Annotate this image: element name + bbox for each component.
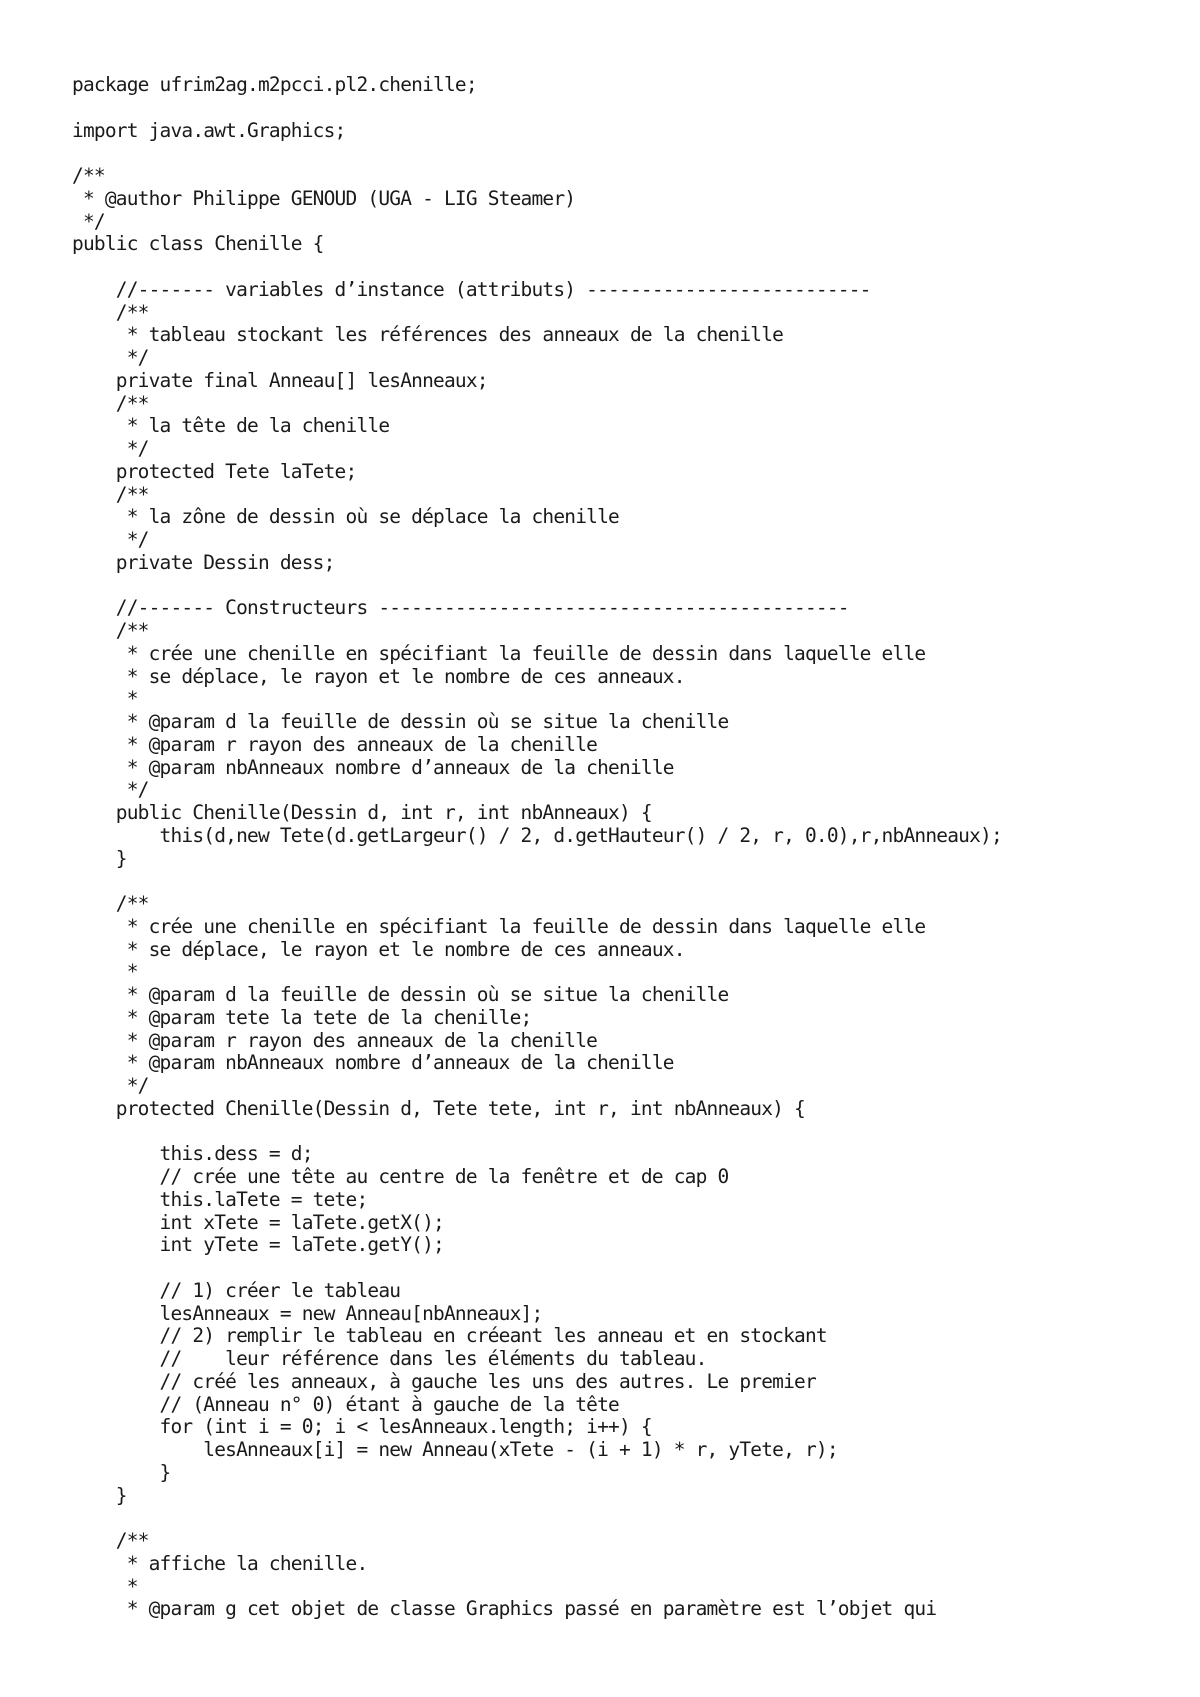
- code-line: /**: [72, 1529, 149, 1552]
- code-line: * affiche la chenille.: [72, 1551, 368, 1575]
- code-line: public class Chenille {: [72, 232, 324, 256]
- code-line: /**: [72, 391, 149, 415]
- code-line: *: [72, 1574, 138, 1598]
- code-line: protected Chenille(Dessin d, Tete tete, int r, int nbAnneaux) {: [72, 1096, 805, 1120]
- code-line: private Dessin dess;: [72, 550, 335, 574]
- code-line: /**: [72, 619, 149, 642]
- code-line: int xTete = laTete.getX();: [72, 1210, 444, 1234]
- code-line: protected Tete laTete;: [72, 459, 357, 483]
- code-line: * la tête de la chenille: [72, 414, 390, 438]
- code-line: [72, 575, 1182, 598]
- code-line: }: [72, 1460, 171, 1484]
- code-line: * @param r rayon des anneaux de la chenille: [72, 732, 598, 756]
- code-line: // leur référence dans les éléments du tableau.: [72, 1347, 707, 1370]
- code-line: * la zône de dessin où se déplace la chenille: [72, 505, 620, 529]
- code-line: import java.awt.Graphics;: [72, 118, 346, 142]
- code-line: */: [72, 778, 149, 802]
- code-line: }: [72, 1483, 127, 1507]
- code-line: * se déplace, le rayon et le nombre de ces anneaux.: [72, 937, 685, 961]
- code-listing: [72, 74, 1182, 1621]
- code-line: * @param g cet objet de classe Graphics passé en paramètre est l’objet qui: [72, 1597, 937, 1621]
- code-line: lesAnneaux[i] = new Anneau(xTete - (i + 1) * r, yTete, r);: [72, 1438, 838, 1461]
- code-line: lesAnneaux = new Anneau[nbAnneaux];: [72, 1301, 543, 1325]
- code-line: [72, 870, 1182, 893]
- code-line: [72, 256, 1182, 279]
- code-line: // crée une tête au centre de la fenêtre et de cap 0: [72, 1165, 729, 1188]
- code-line: [72, 1257, 1182, 1280]
- code-line: int yTete = laTete.getY();: [72, 1233, 444, 1257]
- code-line: * se déplace, le rayon et le nombre de ces anneaux.: [72, 664, 685, 688]
- code-line: // créé les anneaux, à gauche les uns des autres. Le premier: [72, 1369, 816, 1393]
- code-line: /**: [72, 164, 105, 187]
- code-line: * @param d la feuille de dessin où se situe la chenille: [72, 710, 729, 733]
- code-line: *: [72, 960, 138, 984]
- code-line: * crée une chenille en spécifiant la feuille de dessin dans laquelle elle: [72, 641, 926, 665]
- code-line: * @author Philippe GENOUD (UGA - LIG Steamer): [72, 186, 576, 210]
- code-line: /**: [72, 892, 149, 915]
- code-line: * @param tete la tete de la chenille;: [72, 1005, 532, 1029]
- code-line: * @param nbAnneaux nombre d’anneaux de la chenille: [72, 1051, 674, 1075]
- code-line: /**: [72, 300, 149, 324]
- code-line: // (Anneau n° 0) étant à gauche de la tête: [72, 1392, 620, 1416]
- code-line: [72, 97, 1182, 120]
- code-line: * @param d la feuille de dessin où se situe la chenille: [72, 983, 729, 1006]
- code-line: for (int i = 0; i < lesAnneaux.length; i++) {: [72, 1415, 652, 1439]
- code-line: *: [72, 687, 138, 711]
- code-line: [72, 142, 1182, 165]
- code-line: this(d,new Tete(d.getLargeur() / 2, d.getHauteur() / 2, r, 0.0),r,nbAnneaux);: [72, 823, 1002, 847]
- code-line: * @param nbAnneaux nombre d’anneaux de la chenille: [72, 755, 674, 779]
- code-line: */: [72, 437, 149, 460]
- code-line: //------- Constructeurs -------------------------------------------: [72, 596, 849, 620]
- code-line: this.dess = d;: [72, 1142, 313, 1166]
- code-line: //------- variables d’instance (attributs) --------------------------: [72, 277, 871, 301]
- code-line: package ufrim2ag.m2pcci.pl2.chenille;: [72, 73, 477, 96]
- code-line: */: [72, 528, 149, 551]
- code-line: [72, 1507, 1182, 1530]
- code-line: /**: [72, 482, 149, 506]
- code-line: public Chenille(Dessin d, int r, int nbAnneaux) {: [72, 801, 652, 824]
- code-line: // 2) remplir le tableau en créeant les anneau et en stockant: [72, 1324, 827, 1348]
- code-line: private final Anneau[] lesAnneaux;: [72, 368, 488, 392]
- code-line: */: [72, 346, 149, 369]
- code-line: */: [72, 209, 105, 233]
- code-line: }: [72, 846, 127, 870]
- code-line: this.laTete = tete;: [72, 1187, 368, 1211]
- code-line: [72, 1121, 1182, 1144]
- code-line: * @param r rayon des anneaux de la chenille: [72, 1028, 598, 1052]
- code-line: * crée une chenille en spécifiant la feuille de dessin dans laquelle elle: [72, 914, 926, 938]
- code-line: * tableau stockant les références des anneaux de la chenille: [72, 323, 784, 347]
- code-line: */: [72, 1074, 149, 1097]
- code-line: // 1) créer le tableau: [72, 1278, 401, 1302]
